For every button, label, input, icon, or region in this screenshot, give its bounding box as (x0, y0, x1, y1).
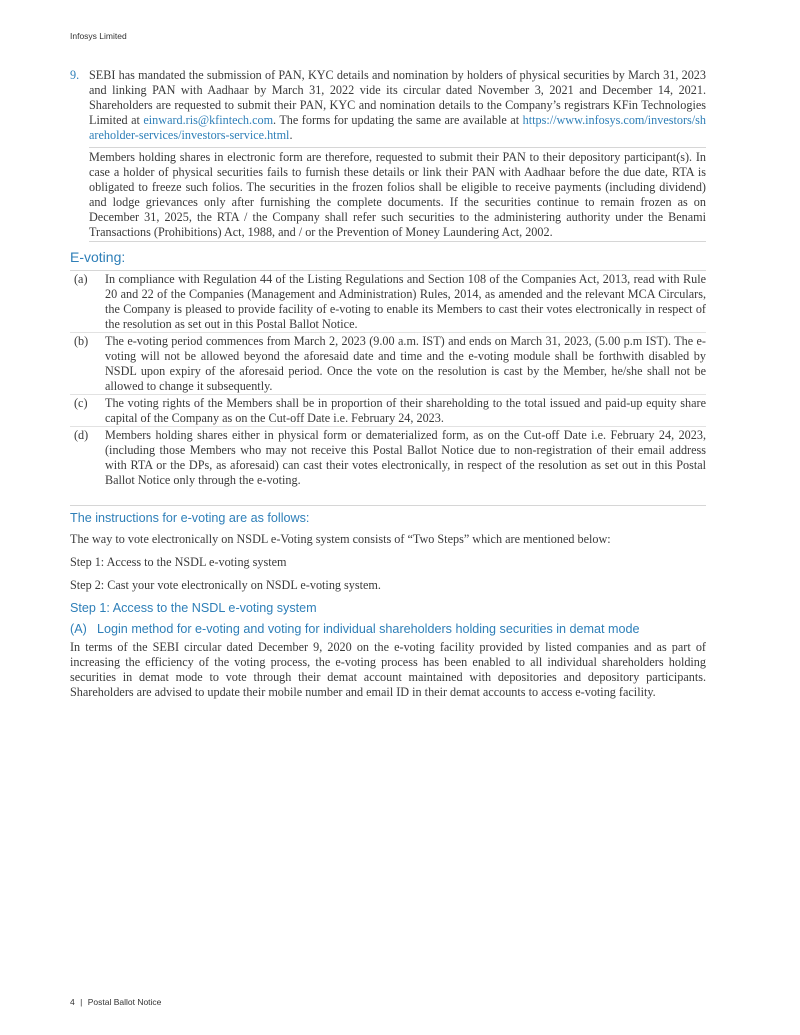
item-9-text (89, 68, 706, 143)
instructions-step-2: Step 2: Cast your vote electronically on NSDL e-voting system. (70, 578, 381, 592)
list-item-label: (d) (74, 428, 89, 442)
evoting-heading: E-voting: (70, 249, 126, 265)
item-9 (70, 68, 706, 143)
step-1-heading: Step 1: Access to the NSDL e-voting system (70, 601, 317, 615)
page-footer (70, 997, 161, 1007)
document-title: Postal Ballot Notice (87, 997, 162, 1007)
item-number: 9. (70, 68, 80, 82)
instructions-intro: The way to vote electronically on NSDL e-Voting system consists of “Two Steps” which are mentioned below: (70, 532, 611, 546)
list-item (70, 427, 706, 488)
login-method-title: Login method for e-voting and voting for individual shareholders holding securities in demat mode (97, 622, 640, 636)
login-method-label: (A) (70, 622, 87, 636)
page-number: 4 (70, 997, 75, 1007)
list-item-text: In compliance with Regulation 44 of the Listing Regulations and Section 108 of the Companies Act, 2013, read with Rule 20 and 22 of the Companies (Management and Administration) Rules, 2014, as amended and the relevant MCA Circulars, the Company is pleased to provide facility of e-voting to enable its Members to cast their votes electronically in respect of the resolution as set out in this Postal Ballot Notice. (105, 272, 706, 331)
list-item-label: (c) (74, 396, 88, 410)
item-9-text-c: . (289, 128, 293, 142)
login-method-text: In terms of the SEBI circular dated December 9, 2020 on the e-voting facility provided by listed companies and as part of increasing the efficiency of the voting process, the e-voting process has been enabled to all individual shareholders holding securities in demat mode to vote through their demat account maintained with depositories and depository participants. Shareholders are advised to update their mobile number and email ID in their demat accounts to access e-voting facility. (70, 640, 706, 699)
kfintech-email-link[interactable]: einward.ris@kfintech.com (143, 113, 274, 127)
infosys-investors-link[interactable]: https://www.infosys.com/investors/shareholder-services/investors-service.html (89, 113, 707, 142)
page-header (70, 31, 127, 41)
list-item (70, 333, 706, 395)
footer-separator: | (80, 997, 83, 1007)
item-9-continued-text: Members holding shares in electronic form are therefore, requested to submit their PAN to their depository participant(s). In case a holder of physical securities fails to furnish these details or link their PAN with Aadhaar before the due date, RTA is obligated to freeze such folios. The securities in the frozen folios shall be eligible to receive payments (including dividend) and lodge grievances only after furnishing the complete documents. If the securities continue to remain frozen as on December 31, 2025, the RTA / the Company shall refer such securities to the administering authority under the Benami Transactions (Prohibitions) Act, 1988, and / or the Prevention of Money Laundering Act, 2002. (89, 150, 706, 239)
item-9-text-b: . The forms for updating the same are available at (273, 113, 523, 127)
instructions-step-1: Step 1: Access to the NSDL e-voting system (70, 555, 287, 569)
login-method-heading (70, 622, 706, 636)
list-item (70, 395, 706, 427)
list-item-text: Members holding shares either in physical form or dematerialized form, as on the Cut-off Date i.e. February 24, 2023, (including those Members who may not receive this Postal Ballot Notice due to non-registration of their email address with RTA or the DPs, as aforesaid) can cast their votes electronically, in respect of the resolution as set out in this Postal Ballot Notice only through the e-voting. (105, 428, 706, 487)
list-item-text: The voting rights of the Members shall be in proportion of their shareholding to the total issued and paid-up equity share capital of the Company as on the Cut-off Date i.e. February 24, 2023. (105, 396, 706, 425)
list-item-text: The e-voting period commences from March 2, 2023 (9.00 a.m. IST) and ends on March 31, 2023, (5.00 p.m IST). The e-voting will not be allowed beyond the aforesaid date and time and the e-voting module shall be forthwith disabled by NSDL upon expiry of the aforesaid period. Once the vote on the resolution is cast by the Member, he/she shall not be allowed to change it subsequently. (105, 334, 706, 393)
list-item-label: (b) (74, 334, 89, 348)
evoting-list (70, 270, 706, 488)
page-content (70, 68, 706, 700)
list-item (70, 271, 706, 333)
item-9-text-a: SEBI has mandated the submission of PAN, KYC details and nomination by holders of physical securities by March 31, 2023 and linking PAN with Aadhaar by March 31, 2022 vide its circular dated November 3, 2021 and December 14, 2021. Shareholders are requested to submit their PAN, KYC and nomination details to the Company’s registrars KFin Technologies Limited at (89, 68, 706, 127)
instructions-heading: The instructions for e-voting are as follows: (70, 511, 310, 525)
company-name: Infosys Limited (70, 31, 127, 41)
list-item-label: (a) (74, 272, 88, 286)
section-divider (70, 505, 706, 506)
item-9-continued (89, 147, 706, 242)
